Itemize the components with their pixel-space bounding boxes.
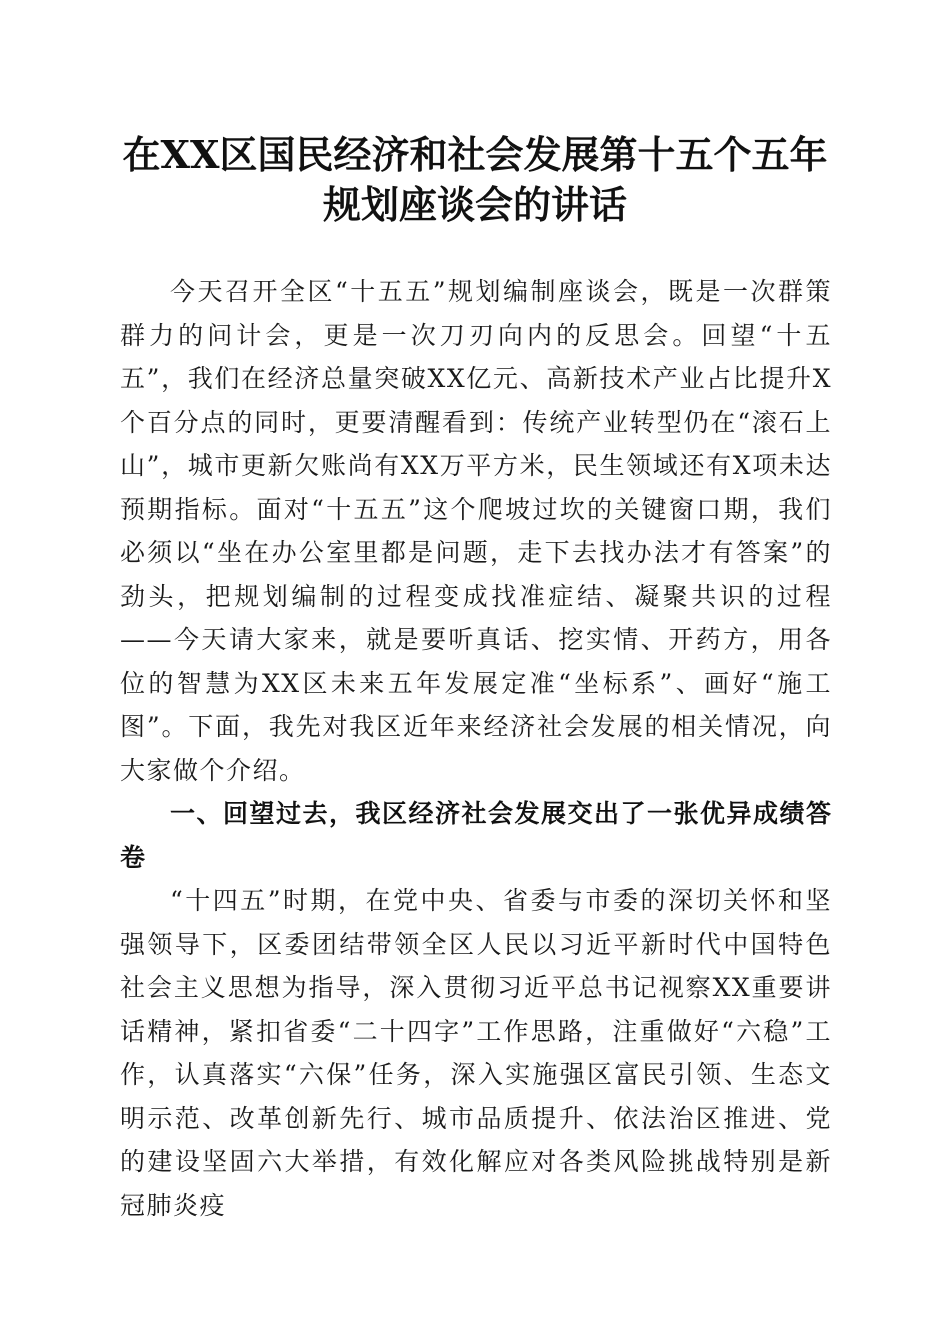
section-heading-1: 一、回望过去，我区经济社会发展交出了一张优异成绩答卷: [120, 799, 832, 872]
document-body: [120, 270, 832, 1227]
intro-paragraph: 今天召开全区“十五五”规划编制座谈会，既是一次群策群力的问计会，更是一次刀刃向内的反思会。回望“十五五”，我们在经济总量突破XX亿元、高新技术产业占比提升X个百分点的同时，更要清醒看到：传统产业转型仍在“滚石上山”，城市更新欠账尚有XX万平方米，民生领域还有X项未达预期指标。面对“十五五”这个爬坡过坎的关键窗口期，我们必须以“坐在办公室里都是问题，走下去找办法才有答案”的劲头，把规划编制的过程变成找准症结、凝聚共识的过程——今天请大家来，就是要听真话、挖实情、开药方，用各位的智慧为XX区未来五年发展定准“坐标系”、画好“施工图”。下面，我先对我区近年来经济社会发展的相关情况，向大家做个介绍。: [120, 277, 832, 785]
section-1-paragraph: “十四五”时期，在党中央、省委与市委的深切关怀和坚强领导下，区委团结带领全区人民以习近平新时代中国特色社会主义思想为指导，深入贯彻习近平总书记视察XX重要讲话精神，紧扣省委“二十四字”工作思路，注重做好“六稳”工作，认真落实“六保”任务，深入实施强区富民引领、生态文明示范、改革创新先行、城市品质提升、依法治区推进、党的建设坚固六大举措，有效化解应对各类风险挑战特别是新冠肺炎疫: [120, 886, 832, 1220]
document-title: 在XX区国民经济和社会发展第十五个五年规划座谈会的讲话: [122, 132, 828, 227]
